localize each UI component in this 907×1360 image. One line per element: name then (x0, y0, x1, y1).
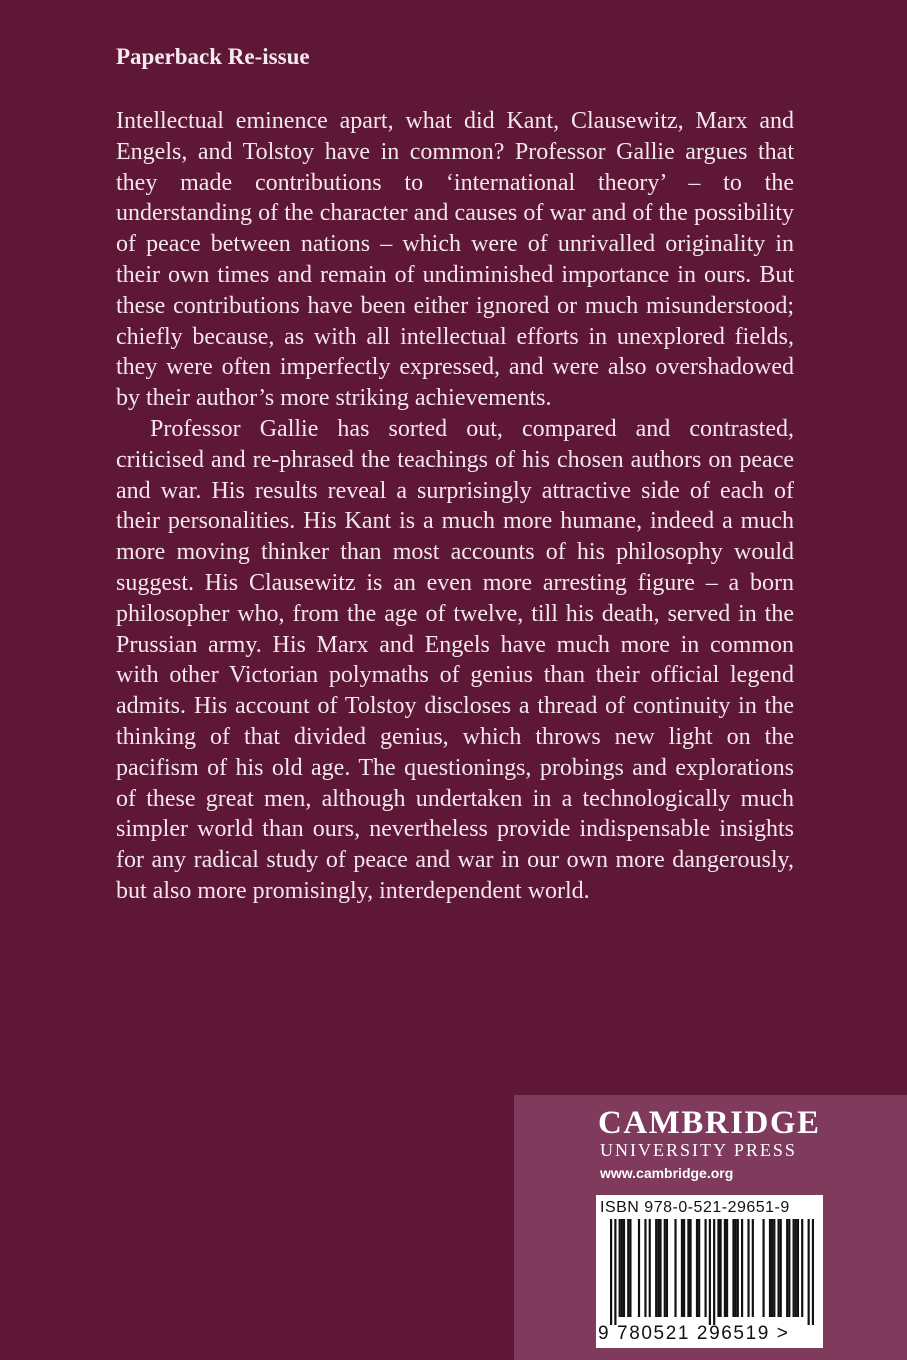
barcode-bar (659, 1219, 661, 1317)
barcode-bar (713, 1219, 715, 1325)
barcode-bar (666, 1219, 668, 1317)
barcode-bar (664, 1219, 666, 1317)
barcode-digits: 9 780521 296519 > (598, 1323, 790, 1344)
barcode-bar (720, 1219, 722, 1317)
barcode-bar (704, 1219, 706, 1317)
publisher-subtitle: UNIVERSITY PRESS (600, 1140, 797, 1160)
barcode-bar (724, 1219, 726, 1317)
barcode-bar (696, 1219, 698, 1317)
publisher-box (514, 1095, 907, 1360)
barcode-bar (786, 1219, 788, 1317)
barcode-bar (657, 1219, 659, 1317)
barcode-bar (735, 1219, 737, 1317)
barcode-bar (674, 1219, 676, 1317)
barcode-bar (780, 1219, 782, 1317)
barcode-bar (747, 1219, 749, 1317)
barcode-bar (797, 1219, 799, 1317)
barcode-bar (769, 1219, 771, 1317)
barcode-bar (726, 1219, 728, 1317)
barcode-bar (771, 1219, 773, 1317)
blurb-paragraph-2: Professor Gallie has sorted out, compared and contrasted, criticised and re-phrased the teachings of his chosen authors on peace and war. His results reveal a surprisingly attractive side of each of their personalities. His Kant is a much more humane, indeed a much more moving thinker than most accounts of his philosophy would suggest. His Clausewitz is an even more arresting figure – a born philosopher who, from the age of twelve, till his death, served in the Prussian army. His Marx and Engels have much more in common with other Victorian polymaths of genius than their official legend admits. His account of Tolstoy discloses a thread of continuity in the thinking of that divided genius, which throws new light on the pacifism of his old age. The questionings, probings and explorations of these great men, although undertaken in a technologically much simpler world than ours, nevertheless provide indispensable insights for any radical study of peace and war in our own more dangerously, but also more promisingly, interdependent world. (116, 415, 794, 904)
publisher-url: www.cambridge.org (600, 1165, 734, 1181)
barcode-bar (801, 1219, 803, 1317)
blurb-text (116, 106, 794, 907)
barcode-bar (793, 1219, 795, 1317)
barcode-bar (638, 1219, 640, 1317)
barcode-bar (683, 1219, 685, 1317)
blurb-paragraph-1: Intellectual eminence apart, what did Kant, Clausewitz, Marx and Engels, and Tolstoy have in common? Professor Gallie argues that they made contributions to ‘international theory’ – to the understanding of the character and causes of war and of the possibility of peace between nations – which were of unrivalled originality in their own times and remain of undiminished importance in ours. But these contributions have been either ignored or much misunderstood; chiefly because, as with all intellectual efforts in unexplored fields, they were often imperfectly expressed, and were also overshadowed by their author’s more striking achievements. (116, 108, 794, 412)
barcode-bar (795, 1219, 797, 1317)
barcode-bar (610, 1219, 612, 1325)
barcode-bar (788, 1219, 790, 1317)
barcode-bar (732, 1219, 734, 1317)
barcode-bar (812, 1219, 814, 1325)
barcode-bar (681, 1219, 683, 1317)
barcode-bar (649, 1219, 651, 1317)
barcode-bar (689, 1219, 691, 1317)
barcode-bar (619, 1219, 621, 1317)
barcode-bar (762, 1219, 764, 1317)
cover-heading: Paperback Re-issue (116, 44, 310, 69)
barcode-bar (621, 1219, 623, 1317)
barcode-bar (687, 1219, 689, 1317)
barcode-bar (644, 1219, 646, 1317)
barcode-bar (717, 1219, 719, 1317)
barcode-bar (614, 1219, 616, 1325)
isbn-label: ISBN 978-0-521-29651-9 (600, 1199, 790, 1216)
barcode-bar (627, 1219, 629, 1317)
barcode-bar (808, 1219, 810, 1325)
barcode-bar (709, 1219, 711, 1325)
publisher-name: CAMBRIDGE (598, 1105, 821, 1141)
barcode (610, 1219, 814, 1325)
barcode-bar (752, 1219, 754, 1317)
barcode-bar (629, 1219, 631, 1317)
barcode-bar (655, 1219, 657, 1317)
barcode-panel (596, 1195, 823, 1348)
barcode-bar (698, 1219, 700, 1317)
barcode-bar (777, 1219, 779, 1317)
barcode-bar (741, 1219, 743, 1317)
barcode-bar (773, 1219, 775, 1317)
barcode-bar (737, 1219, 739, 1317)
barcode-bar (623, 1219, 625, 1317)
